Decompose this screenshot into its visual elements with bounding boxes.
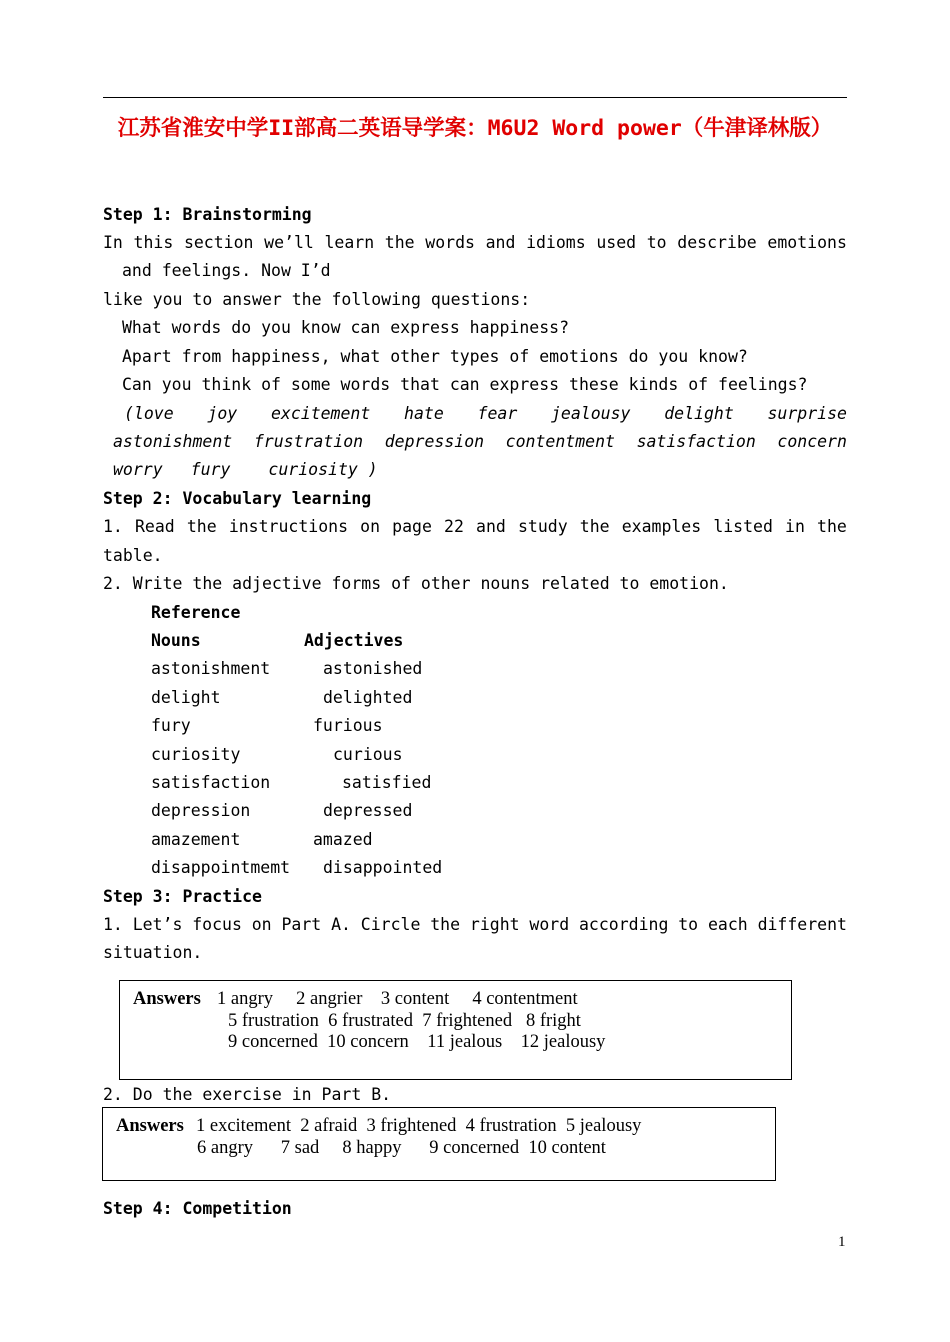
instruction-word: the [817, 517, 847, 536]
adjectives-column-header: Adjectives [304, 631, 404, 650]
step1-question-2: Apart from happiness, what other types of emotions do you know? [122, 347, 748, 366]
instruction-word: study [517, 517, 568, 536]
adjective-4: curious [333, 745, 403, 764]
emotion-word: contentment [505, 432, 615, 451]
intro-word: words [425, 233, 475, 252]
answers-a-line1: 1 angry 2 angrier 3 content 4 contentment [217, 989, 578, 1009]
emotion-word: fury [190, 460, 231, 479]
emotion-words-row-3 [113, 460, 378, 480]
answers-a-line2: 5 frustration 6 frustrated 7 frightened 8 fright [228, 1011, 581, 1031]
noun-4: curiosity [151, 745, 241, 764]
intro-word: we’ll [264, 233, 314, 252]
page-number: 1 [838, 1234, 846, 1250]
step2-item1-line2: table. [103, 546, 163, 565]
adjective-8: disappointed [323, 858, 443, 877]
instruction-word: different [757, 915, 847, 934]
step2-heading: Step 2: Vocabulary learning [103, 489, 372, 508]
step1-question-1: What words do you know can express happiness? [122, 318, 570, 337]
instruction-word: 1. [103, 517, 123, 536]
intro-word: and [485, 233, 516, 252]
step3-item2: 2. Do the exercise in Part B. [103, 1085, 392, 1104]
noun-5: satisfaction [151, 773, 271, 792]
step1-intro-line3: like you to answer the following questions: [103, 290, 531, 309]
noun-2: delight [151, 688, 221, 707]
noun-6: depression [151, 801, 251, 820]
instruction-word: Circle [360, 915, 421, 934]
adjective-1: astonished [323, 659, 423, 678]
header-rule [103, 97, 847, 98]
noun-8: disappointmemt [151, 858, 291, 877]
intro-word: learn [324, 233, 375, 252]
emotion-words-row-2 [113, 432, 847, 452]
intro-word: In [103, 233, 123, 252]
instruction-word: the [579, 517, 610, 536]
instruction-word: on [251, 915, 272, 934]
adjective-5: satisfied [342, 773, 432, 792]
intro-word: this [133, 233, 174, 252]
instruction-word: to [678, 915, 699, 934]
reference-label: Reference [151, 603, 241, 622]
emotion-word: excitement [270, 404, 371, 423]
step1-question-3: Can you think of some words that can express these kinds of feelings? [122, 375, 808, 394]
step1-heading: Step 1: Brainstorming [103, 205, 312, 224]
intro-word: describe [677, 233, 757, 252]
emotion-word: delight [664, 404, 734, 423]
instruction-word: on [360, 517, 381, 536]
step1-intro-line2: and feelings. Now I’d [122, 261, 331, 280]
step4-heading: Step 4: Competition [103, 1199, 292, 1218]
answers-b-line1: 1 excitement 2 afraid 3 frightened 4 frustration 5 jealousy [196, 1116, 642, 1136]
answers-box-part-a [119, 980, 792, 1080]
emotion-word: joy [207, 404, 238, 423]
adjective-7: amazed [313, 830, 373, 849]
noun-3: fury [151, 716, 191, 735]
step3-heading: Step 3: Practice [103, 887, 262, 906]
instruction-word: Let’s [132, 915, 183, 934]
answers-b-label: Answers [116, 1116, 184, 1136]
noun-7: amazement [151, 830, 241, 849]
instruction-word: the [430, 915, 461, 934]
instruction-word: listed [713, 517, 773, 536]
instruction-word: the [186, 517, 217, 536]
instruction-word: and [476, 517, 506, 536]
instruction-word: 1. [103, 915, 123, 934]
instruction-word: each [707, 915, 748, 934]
instruction-word: in [785, 517, 805, 536]
intro-word: to [646, 233, 667, 252]
nouns-column-header: Nouns [151, 631, 201, 650]
intro-word: emotions [767, 233, 847, 252]
emotion-word: concern [777, 432, 847, 451]
emotion-words-row-1 [124, 404, 847, 424]
instruction-word: examples [621, 517, 702, 536]
step1-intro-line1 [103, 233, 847, 253]
instruction-word: according [579, 915, 669, 934]
step2-item2: 2. Write the adjective forms of other nouns related to emotion. [103, 574, 729, 593]
instruction-word: focus [192, 915, 242, 934]
instruction-word: A. [331, 915, 351, 934]
emotion-word: astonishment [113, 432, 233, 451]
emotion-word: worry [113, 460, 163, 479]
answers-b-line2: 6 angry 7 sad 8 happy 9 concerned 10 content [197, 1138, 606, 1158]
instruction-word: page [392, 517, 432, 536]
emotion-word: (love [124, 404, 174, 423]
emotion-word: curiosity ) [268, 460, 378, 479]
emotion-word: frustration [253, 432, 364, 451]
intro-word: the [384, 233, 415, 252]
emotion-word: jealousy [551, 404, 631, 423]
adjective-3: furious [313, 716, 383, 735]
emotion-word: hate [404, 404, 444, 423]
emotion-word: depression [384, 432, 485, 451]
intro-word: idioms [526, 233, 586, 252]
step2-item1-line1 [103, 517, 847, 537]
instruction-word: Part [281, 915, 322, 934]
intro-word: used [596, 233, 637, 252]
instruction-word: right [469, 915, 520, 934]
emotion-word: satisfaction [636, 432, 756, 451]
emotion-word: surprise [767, 404, 847, 423]
answers-a-line3: 9 concerned 10 concern 11 jealous 12 jealousy [228, 1032, 606, 1052]
adjective-6: depressed [323, 801, 413, 820]
instruction-word: 22 [444, 517, 464, 536]
answers-a-label: Answers [133, 989, 201, 1009]
instruction-word: instructions [228, 517, 349, 536]
step3-item1-line2: situation. [103, 943, 203, 962]
step3-item1-line1 [103, 915, 847, 935]
noun-1: astonishment [151, 659, 271, 678]
emotion-word: fear [477, 404, 518, 423]
answers-box-part-b [102, 1107, 776, 1181]
intro-word: section [183, 233, 254, 252]
instruction-word: Read [135, 517, 175, 536]
page-title: 江苏省淮安中学II部高二英语导学案：M6U2 Word power（牛津译林版） [117, 116, 833, 141]
adjective-2: delighted [323, 688, 413, 707]
instruction-word: word [529, 915, 570, 934]
